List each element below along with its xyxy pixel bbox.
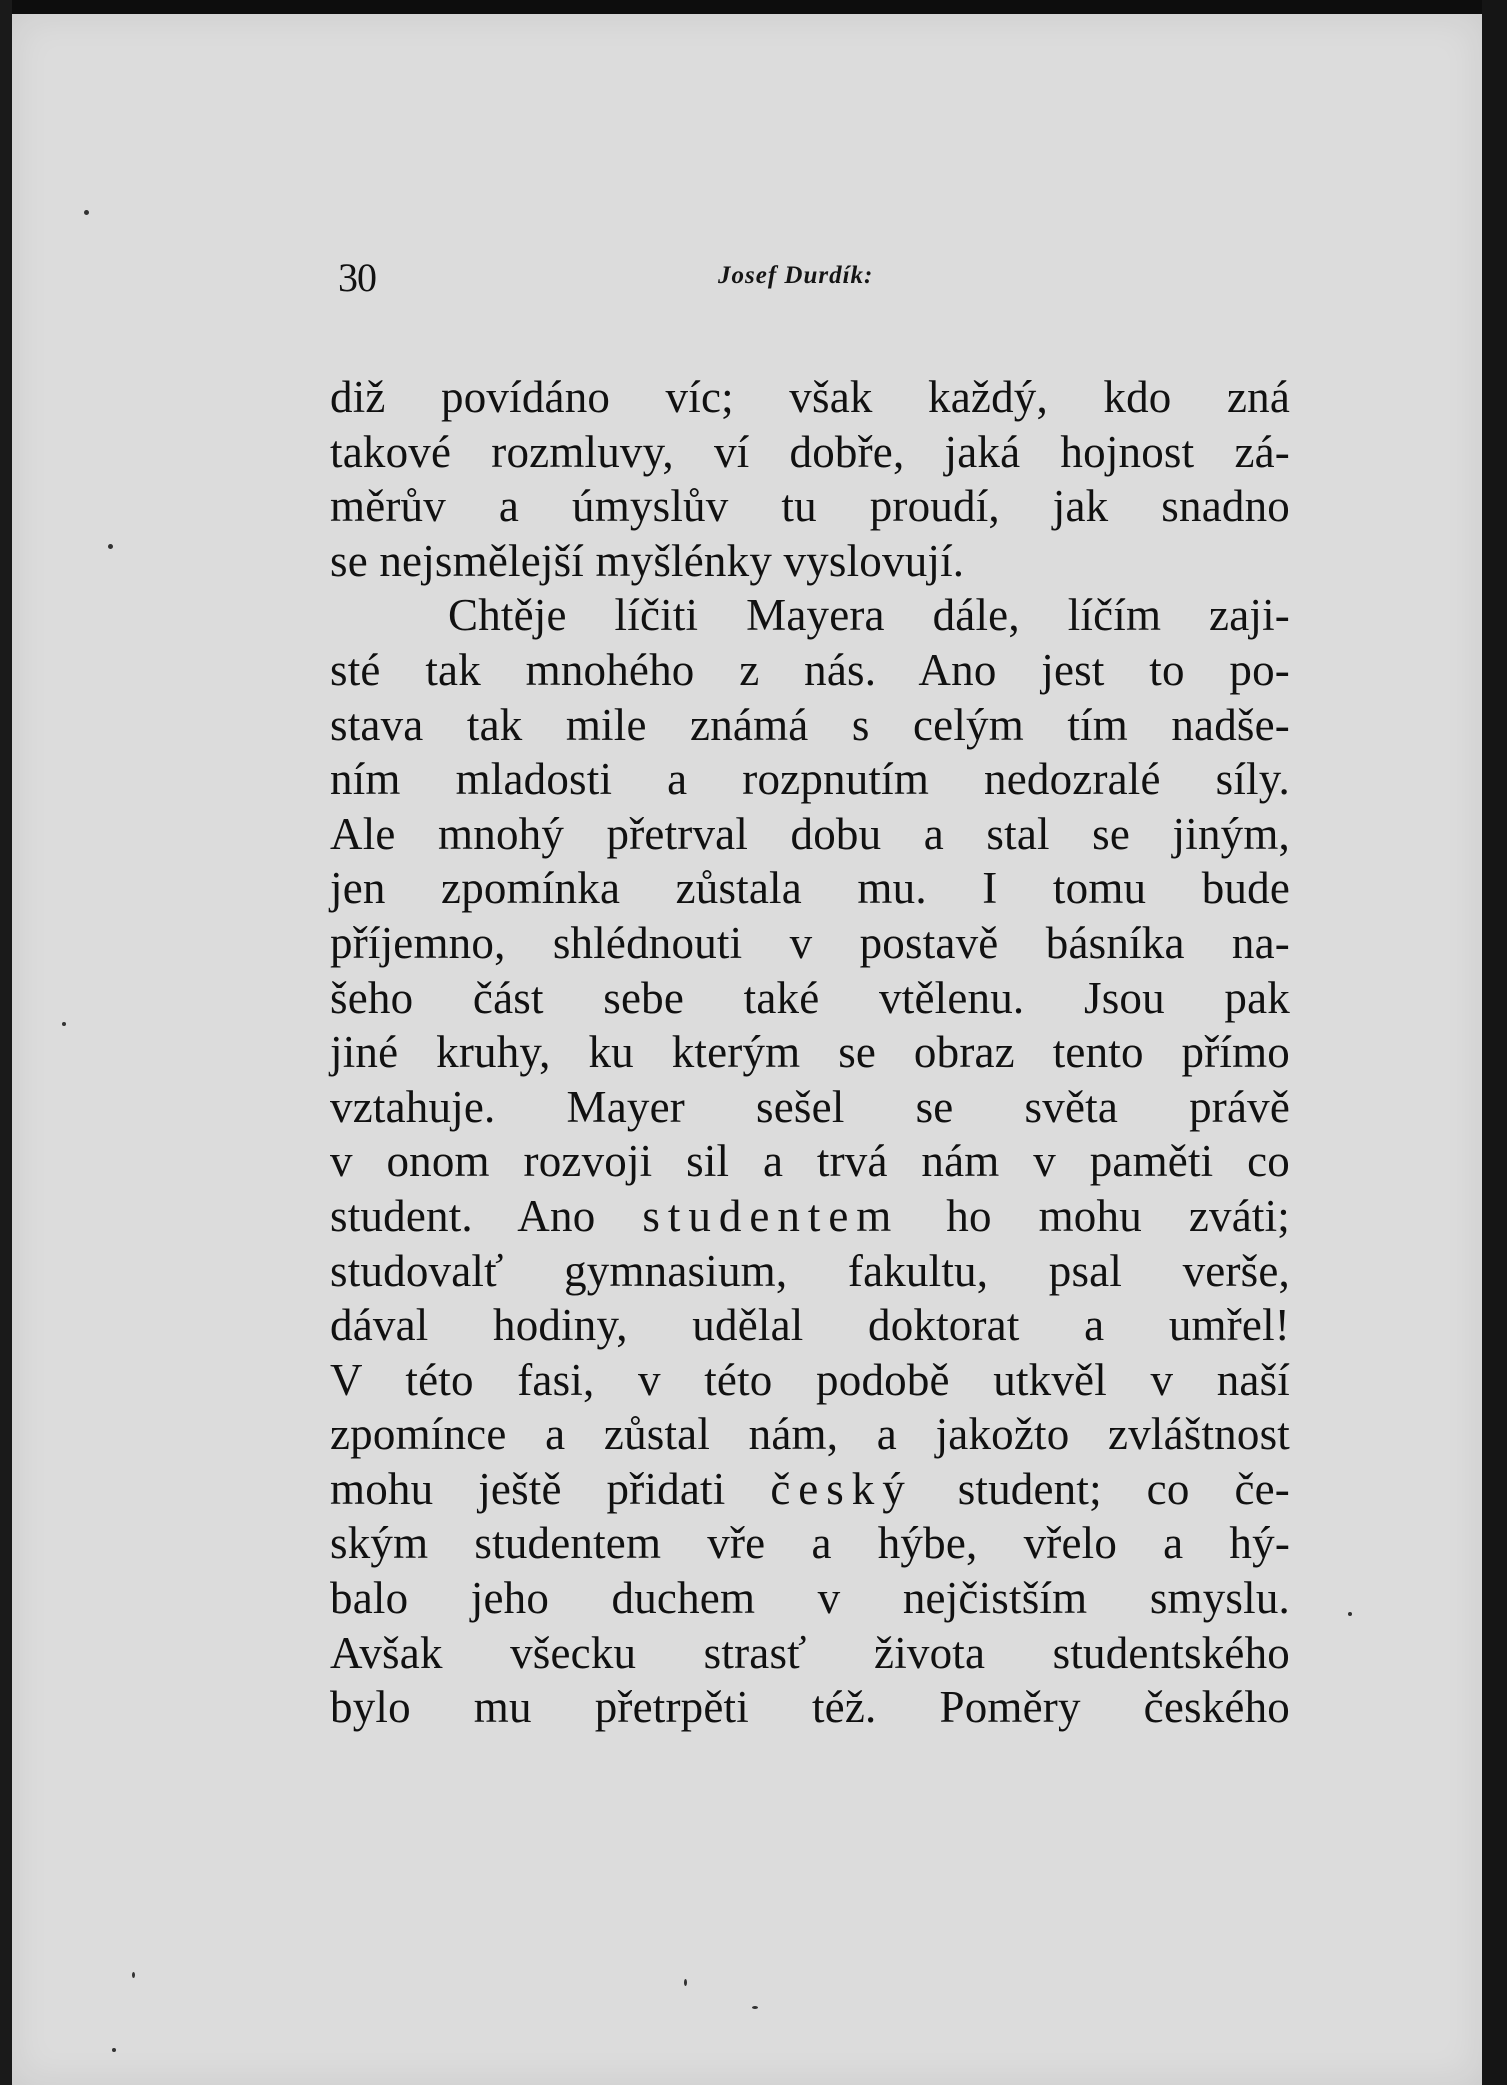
paper-speck <box>132 1972 135 1978</box>
paper-speck <box>1348 1612 1352 1616</box>
spaced-emphasis-word: studentem <box>642 1190 900 1241</box>
body-text <box>330 370 1290 1735</box>
text-line-18: dával hodiny, udělal doktorat a umřel! <box>330 1300 1290 1351</box>
text-line-16-end: ho mohu zváti; <box>899 1190 1290 1241</box>
text-line-25: bylo mu přetrpěti též. Poměry českého <box>330 1682 1290 1733</box>
paper-speck <box>752 2006 758 2009</box>
page-number: 30 <box>338 255 376 300</box>
text-line-19: V této fasi, v této podobě utkvěl v naší <box>330 1354 1290 1405</box>
text-line-2: takové rozmluvy, ví dobře, jaká hojnost zá- <box>330 426 1290 477</box>
text-line-15: v onom rozvoji sil a trvá nám v paměti co <box>330 1136 1290 1187</box>
text-line-23: balo jeho duchem v nejčistším smyslu. <box>330 1573 1290 1624</box>
text-line-5: Chtěje líčiti Mayera dále, líčím zaji- <box>448 590 1290 641</box>
running-head: Josef Durdík: <box>718 262 874 289</box>
text-line-21-end: student; co če- <box>912 1463 1290 1514</box>
paper-speck <box>62 1022 66 1026</box>
text-line-21-start: mohu ještě přidati <box>330 1463 771 1514</box>
text-line-6: sté tak mnohého z nás. Ano jest to po- <box>330 644 1290 695</box>
text-line-24: Avšak všecku strasť života studentského <box>330 1627 1290 1678</box>
text-line-7: stava tak mile známá s celým tím nadše- <box>330 699 1290 750</box>
text-line-12: šeho část sebe také vtělenu. Jsou pak <box>330 972 1290 1023</box>
paper-speck <box>684 1979 687 1986</box>
text-line-14: vztahuje. Mayer sešel se světa právě <box>330 1081 1290 1132</box>
paper-speck <box>84 210 89 215</box>
scan-left-border <box>0 0 12 2085</box>
scan-right-border <box>1482 0 1507 2085</box>
text-line-10: jen zpomínka zůstala mu. I tomu bude <box>330 863 1290 914</box>
text-line-1: diž povídáno víc; však každý, kdo zná <box>330 372 1290 422</box>
text-line-13: jiné kruhy, ku kterým se obraz tento přímo <box>330 1027 1290 1078</box>
text-line-20: zpomínce a zůstal nám, a jakožto zvláštnost <box>330 1409 1290 1460</box>
text-line-8: ním mladosti a rozpnutím nedozralé síly. <box>330 754 1290 805</box>
paper-speck <box>108 544 113 549</box>
text-line-4: se nejsmělejší myšlénky vyslovují. <box>330 535 965 586</box>
paper-speck <box>112 2048 116 2052</box>
page-header <box>338 254 1288 304</box>
spaced-emphasis-word: český <box>770 1463 913 1514</box>
text-line-17: studovalť gymnasium, fakultu, psal verše, <box>330 1245 1290 1296</box>
text-line-16 <box>330 1189 1290 1244</box>
text-line-22: ským studentem vře a hýbe, vřelo a hý- <box>330 1518 1290 1569</box>
text-line-11: příjemno, shlédnouti v postavě básníka na- <box>330 917 1290 968</box>
text-line-16-start: student. Ano <box>330 1190 643 1241</box>
text-line-21 <box>330 1462 1290 1517</box>
text-line-3: měrův a úmyslův tu proudí, jak snadno <box>330 481 1290 532</box>
text-line-9: Ale mnohý přetrval dobu a stal se jiným, <box>330 808 1290 859</box>
